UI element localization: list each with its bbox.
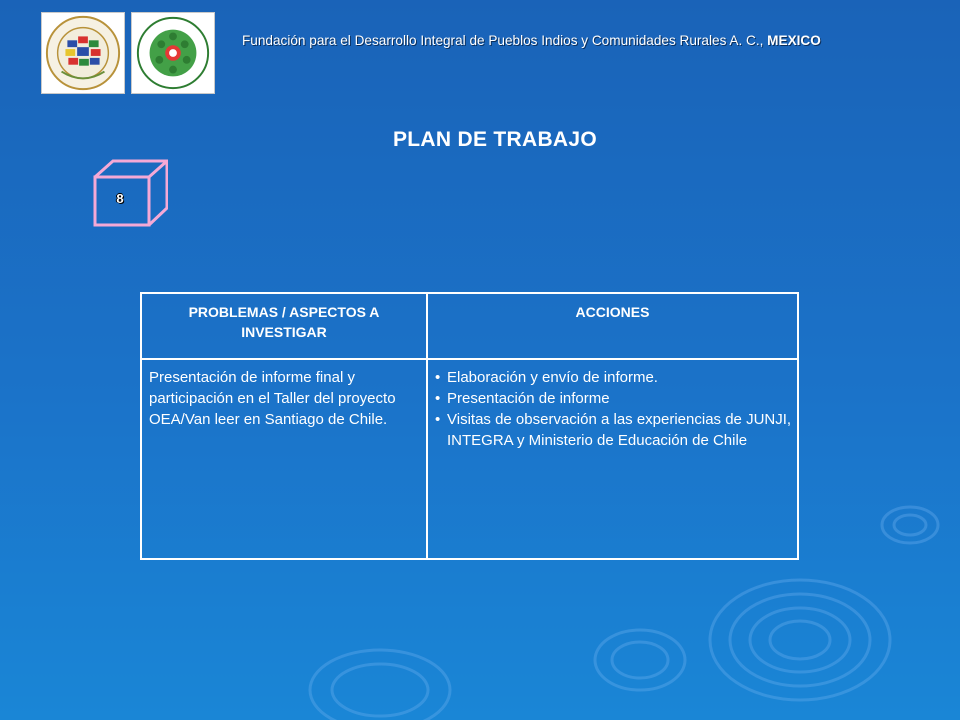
problem-cell: Presentación de informe final y participación en el Taller del proyecto OEA/Van leer en Santiago de Chile. xyxy=(141,359,427,559)
actions-cell xyxy=(427,359,798,559)
action-item: • Visitas de observación a las experiencias de JUNJI, INTEGRA y Ministerio de Educación de Chile xyxy=(435,409,792,451)
work-plan-table xyxy=(140,292,799,560)
oas-logo xyxy=(41,12,125,94)
table-row xyxy=(141,359,798,559)
country-name: MEXICO xyxy=(767,33,821,48)
action-item: • Elaboración y envío de informe. xyxy=(435,367,792,388)
page-title: PLAN DE TRABAJO xyxy=(392,128,597,151)
foundation-logo xyxy=(131,12,215,94)
table-header-row xyxy=(141,293,798,359)
actions-list xyxy=(435,367,792,451)
header-actions: ACCIONES xyxy=(427,293,798,359)
step-number: 8 xyxy=(116,191,124,206)
foundation-header xyxy=(242,33,932,48)
foundation-name: Fundación para el Desarrollo Integral de Pueblos Indios y Comunidades Rurales A. C., xyxy=(242,33,764,48)
action-item: • Presentación de informe xyxy=(435,388,792,409)
header-problems: PROBLEMAS / ASPECTOS A INVESTIGAR xyxy=(141,293,427,359)
